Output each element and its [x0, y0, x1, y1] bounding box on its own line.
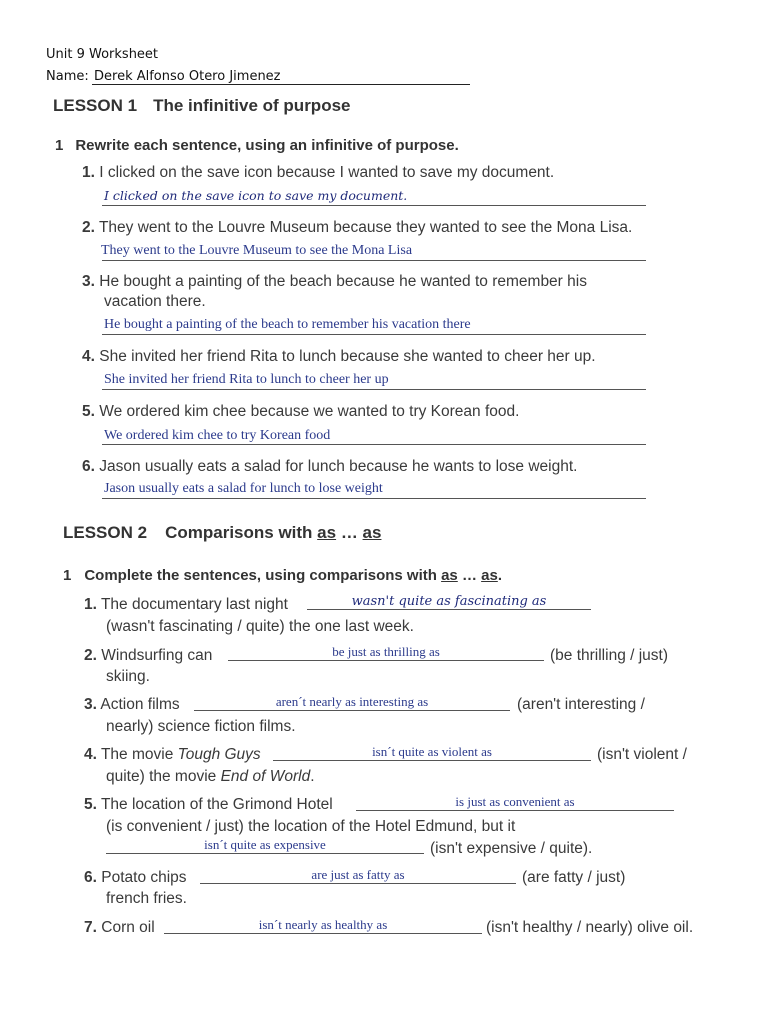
lesson2-title-as: as	[317, 523, 337, 542]
l2-hint-6: (are fatty / just)	[522, 869, 626, 886]
l2-item-text: Potato chips	[101, 869, 187, 886]
l1-item-text: Jason usually eats a salad for lunch because he wants to lose weight.	[99, 458, 578, 475]
l2-answer-3: aren´t nearly as interesting as	[275, 694, 429, 709]
l1-item-text: They went to the Louvre Museum because they wanted to see the Mona Lisa.	[98, 219, 633, 236]
l2-hint-4: (isn't violent /	[597, 746, 687, 763]
l1-item-num: 6.	[82, 458, 95, 475]
l2-item-7	[84, 919, 155, 937]
l2-answer-4: isn´t quite as violent as	[372, 744, 492, 759]
l2-blank-4[interactable]	[273, 744, 591, 761]
l1-answer-line	[102, 389, 646, 390]
lesson2-label: LESSON 2	[63, 523, 148, 542]
l1-answer-line	[102, 334, 646, 335]
name-underline	[92, 84, 470, 85]
l2-item-5	[84, 796, 333, 814]
lesson2-instruction-ellipsis: …	[457, 567, 482, 584]
name-label: Name:	[46, 69, 89, 84]
lesson2-heading	[63, 523, 381, 543]
l1-answer-line	[102, 260, 646, 261]
l1-item-5	[82, 403, 519, 421]
l1-answer-4[interactable]: She invited her friend Rita to lunch to cheer her up	[104, 372, 389, 387]
l1-item-3-cont: vacation there.	[104, 293, 206, 310]
lesson1-instruction-num: 1	[55, 137, 64, 154]
l2-blank-1[interactable]	[307, 594, 591, 610]
lesson2-instruction-text: Complete the sentences, using comparisons with	[84, 567, 442, 584]
l2-item-1	[84, 596, 288, 614]
l2-item-3	[84, 696, 180, 714]
lesson2-title-ellipsis: …	[336, 523, 363, 542]
l1-item-4	[82, 348, 596, 366]
l2-item-6-cont: french fries.	[106, 890, 187, 907]
lesson2-instruction-as: as	[481, 567, 498, 584]
name-value: Derek Alfonso Otero Jimenez	[94, 69, 281, 84]
l2-item-num: 1.	[84, 596, 97, 613]
l1-item-text: He bought a painting of the beach because he wanted to remember his	[99, 273, 587, 290]
l2-item-text: The movie	[100, 746, 174, 763]
l1-item-num: 1.	[82, 164, 95, 181]
l2-answer-5: is just as convenient as	[455, 794, 575, 809]
l1-answer-5[interactable]: We ordered kim chee to try Korean food	[104, 428, 331, 443]
l2-item-period: .	[310, 768, 315, 785]
l1-answer-line	[102, 498, 646, 499]
l2-item-num: 4.	[84, 746, 97, 763]
l2-item-text: The location of the Grimond Hotel	[100, 796, 333, 813]
lesson1-instruction-text: Rewrite each sentence, using an infinitive of purpose.	[75, 137, 459, 154]
l2-item-text: Windsurfing can	[101, 647, 213, 664]
l2-item-num: 5.	[84, 796, 97, 813]
lesson2-instruction	[63, 567, 502, 584]
l1-item-num: 4.	[82, 348, 95, 365]
l2-item-text: Corn oil	[101, 919, 155, 936]
l2-answer-7: isn´t nearly as healthy as	[258, 917, 388, 932]
l2-hint-7: (isn't healthy / nearly) olive oil.	[486, 919, 694, 936]
l2-hint-3: (aren't interesting /	[517, 696, 645, 713]
l1-answer-1[interactable]: I clicked on the save icon to save my document.	[104, 188, 408, 203]
l1-answer-line	[102, 444, 646, 445]
l2-item-title: End of World	[220, 768, 311, 785]
l2-item-title: Tough Guys	[177, 746, 261, 763]
l1-answer-2[interactable]: They went to the Louvre Museum to see the Mona Lisa	[101, 243, 413, 258]
l1-item-6	[82, 458, 577, 476]
l2-item-text: Action films	[100, 696, 180, 713]
lesson2-instruction-period: .	[497, 567, 502, 584]
l2-blank-3[interactable]	[194, 694, 510, 711]
l2-item-text: quite) the movie	[106, 768, 217, 785]
l1-answer-line	[102, 205, 646, 206]
l2-item-num: 3.	[84, 696, 97, 713]
l2-item-4-cont	[106, 768, 315, 786]
l2-item-4	[84, 746, 261, 764]
lesson2-instruction-num: 1	[63, 567, 72, 584]
l2-item-num: 7.	[84, 919, 97, 936]
lesson2-instruction-as: as	[441, 567, 458, 584]
worksheet-title: Unit 9 Worksheet	[46, 47, 159, 62]
l2-item-5-cont: (is convenient / just) the location of the Hotel Edmund, but it	[106, 818, 516, 835]
l1-item-text: We ordered kim chee because we wanted to try Korean food.	[99, 403, 520, 420]
l2-item-1-cont: (wasn't fascinating / quite) the one last week.	[106, 618, 414, 635]
l2-answer-2: be just as thrilling as	[332, 644, 440, 659]
l2-blank-2[interactable]	[228, 644, 544, 661]
l2-hint-5: (isn't expensive / quite).	[430, 840, 593, 857]
l2-answer-5b: isn´t quite as expensive	[204, 837, 326, 852]
lesson2-title-as: as	[362, 523, 382, 542]
lesson1-instruction	[55, 137, 459, 154]
l1-item-2	[82, 219, 632, 237]
l1-item-num: 3.	[82, 273, 95, 290]
lesson1-heading	[53, 96, 351, 116]
l2-item-2	[84, 647, 212, 665]
lesson1-label: LESSON 1	[53, 96, 138, 115]
lesson1-title: The infinitive of purpose	[153, 96, 351, 115]
l1-item-3	[82, 273, 587, 291]
l1-item-text: I clicked on the save icon because I wanted to save my document.	[99, 164, 555, 181]
l2-item-2-cont: skiing.	[106, 668, 150, 685]
l2-blank-5[interactable]	[356, 794, 674, 811]
l2-item-6	[84, 869, 187, 887]
l1-item-1	[82, 164, 554, 182]
l2-item-num: 6.	[84, 869, 97, 886]
l2-item-3-cont: nearly) science fiction films.	[106, 718, 296, 735]
l2-answer-6: are just as fatty as	[311, 867, 405, 882]
l1-answer-3[interactable]: He bought a painting of the beach to remember his vacation there	[104, 317, 471, 332]
l1-item-text: She invited her friend Rita to lunch because she wanted to cheer her up.	[99, 348, 596, 365]
lesson2-title: Comparisons with	[165, 523, 318, 542]
l2-blank-5b[interactable]	[106, 837, 424, 854]
l2-item-num: 2.	[84, 647, 97, 664]
l1-item-num: 5.	[82, 403, 95, 420]
l1-item-num: 2.	[82, 219, 95, 236]
l2-blank-6[interactable]	[200, 867, 516, 884]
l2-item-text: The documentary last night	[100, 596, 288, 613]
l1-answer-6[interactable]: Jason usually eats a salad for lunch to lose weight	[104, 481, 383, 496]
l2-hint-2: (be thrilling / just)	[550, 647, 669, 664]
l2-blank-7[interactable]	[164, 917, 482, 934]
l2-answer-1: wasn't quite as fascinating as	[351, 594, 547, 609]
